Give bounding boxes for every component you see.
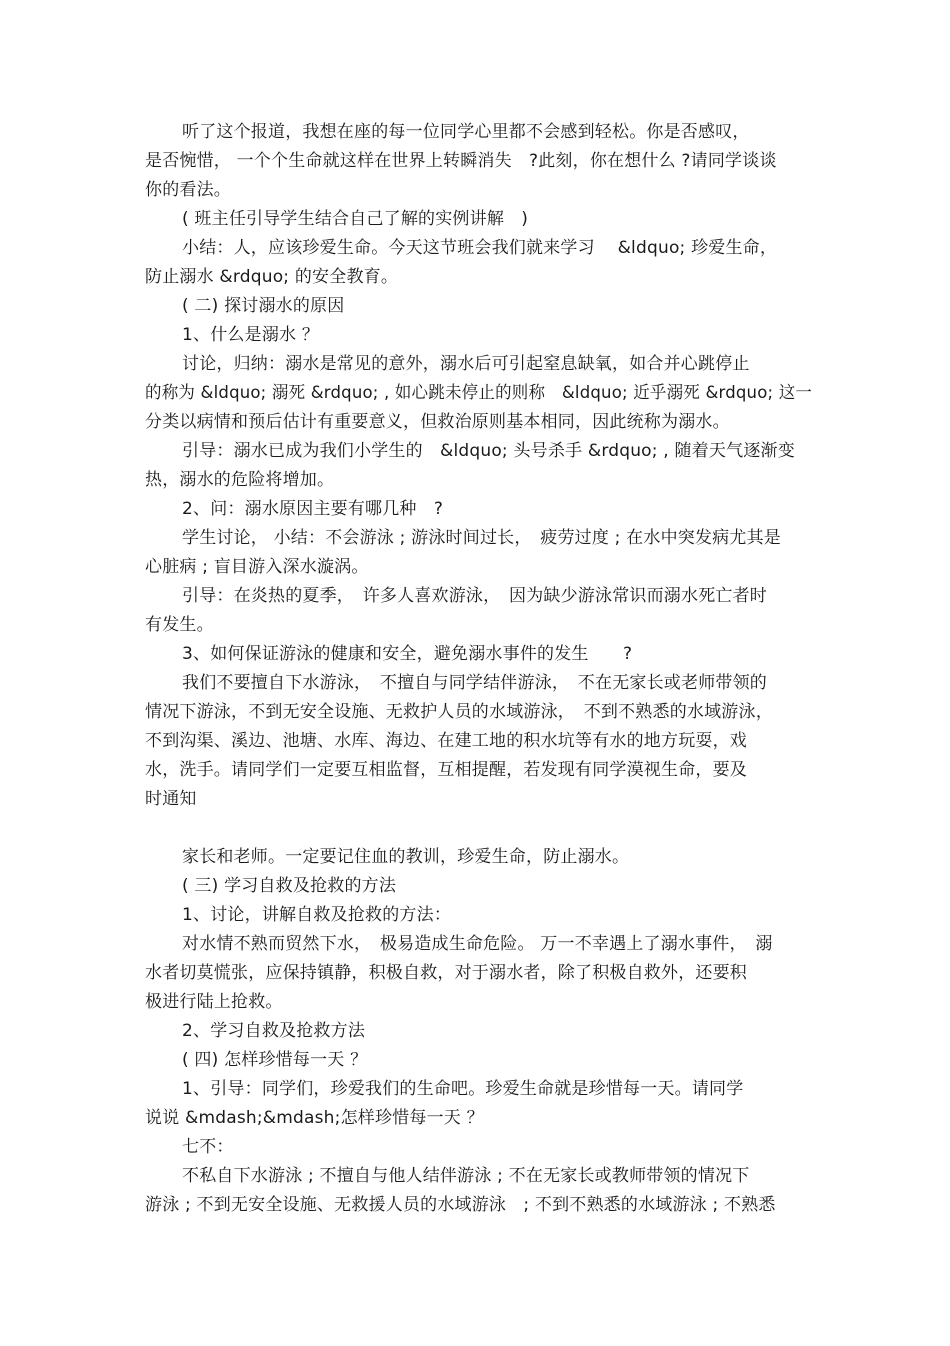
text-line: 听了这个报道，我想在座的每一位同学心里都不会感到轻松。你是否感叹， [182,122,750,142]
text-line: 讨论，归纳：溺水是常见的意外，溺水后可引起窒息缺氧，如合并心跳停止 [182,354,750,374]
subsection-heading: 1、讨论，讲解自救及抢救的方法： [182,905,452,925]
text-line: 热，溺水的危险将增加。 [145,470,335,490]
text-line: 引导：溺水已成为我们小学生的 &ldquo; 头号杀手 &rdquo; , 随着天气逐渐变 [182,441,795,461]
text-line: 的称为 &ldquo; 溺死 &rdquo; , 如心跳未停止的则称 &ldquo; 近乎溺死 &rdquo; 这一 [145,383,813,403]
text-line: 小结：人，应该珍爱生命。今天这节班会我们就来学习 &ldquo; 珍爱生命， [182,238,778,258]
text-line: ( 班主任引导学生结合自己了解的实例讲解 ) [182,209,529,229]
text-line: 时通知 [145,789,197,809]
text-line: 情况下游泳，不到无安全设施、无救护人员的水域游泳， 不到不熟悉的水域游泳， [145,702,773,722]
text-line: 心脏病 ; 盲目游入深水漩涡。 [145,557,369,577]
subsection-heading: 2、问：溺水原因主要有哪几种 ? [182,499,444,519]
text-line: 不到沟渠、溪边、池塘、水库、海边、在建工地的积水坑等有水的地方玩耍，戏 [145,731,747,751]
text-line: 七不： [182,1137,234,1157]
section-heading: ( 四) 怎样珍惜每一天 ？ [182,1050,368,1070]
text-line: 我们不要擅自下水游泳， 不擅自与同学结伴游泳， 不在无家长或老师带领的 [182,673,767,693]
section-heading: ( 二) 探讨溺水的原因 [182,296,345,316]
text-line: 不私自下水游泳 ; 不擅自与他人结伴游泳 ; 不在无家长或教师带领的情况下 [182,1166,750,1186]
text-line: 是否惋惜， 一个个生命就这样在世界上转瞬消失 ?此刻，你在想什么 ?请同学谈谈 [145,151,777,171]
text-line: 引导：在炎热的夏季， 许多人喜欢游泳， 因为缺少游泳常识而溺水死亡者时 [182,586,767,606]
text-line: 说说 &mdash;&mdash;怎样珍惜每一天 ？ [145,1108,484,1128]
text-line: 极进行陆上抢救。 [145,992,283,1012]
text-line: 分类以病情和预后估计有重要意义，但救治原则基本相同，因此统称为溺水。 [145,412,730,432]
text-line: 你的看法。 [145,180,231,200]
text-line: 家长和老师。一定要记住血的教训，珍爱生命，防止溺水。 [182,847,630,867]
text-line: 水者切莫慌张，应保持镇静，积极自救，对于溺水者，除了积极自救外，还要积 [145,963,747,983]
text-line: 防止溺水 &rdquo; 的安全教育。 [145,267,399,287]
text-line: 水，洗手。请同学们一定要互相监督，互相提醒，若发现有同学漠视生命，要及 [145,760,747,780]
text-line: 学生讨论， 小结：不会游泳 ; 游泳时间过长， 疲劳过度 ; 在水中突发病尤其是 [182,528,781,548]
text-line: 对水情不熟而贸然下水， 极易造成生命危险。 万一不幸遇上了溺水事件， 溺 [182,934,773,954]
section-heading: ( 三) 学习自救及抢救的方法 [182,876,397,896]
subsection-heading: 2、学习自救及抢救方法 [182,1021,366,1041]
subsection-heading: 1、什么是溺水 ？ [182,325,320,345]
text-line: 有发生。 [145,615,214,635]
text-line: 1、引导：同学们，珍爱我们的生命吧。珍爱生命就是珍惜每一天。请同学 [182,1079,744,1099]
text-line: 游泳 ; 不到无安全设施、无救援人员的水域游泳 ; 不到不熟悉的水域游泳 ; 不熟悉 [145,1195,776,1215]
subsection-heading: 3、如何保证游泳的健康和安全，避免溺水事件的发生 ? [182,644,633,664]
